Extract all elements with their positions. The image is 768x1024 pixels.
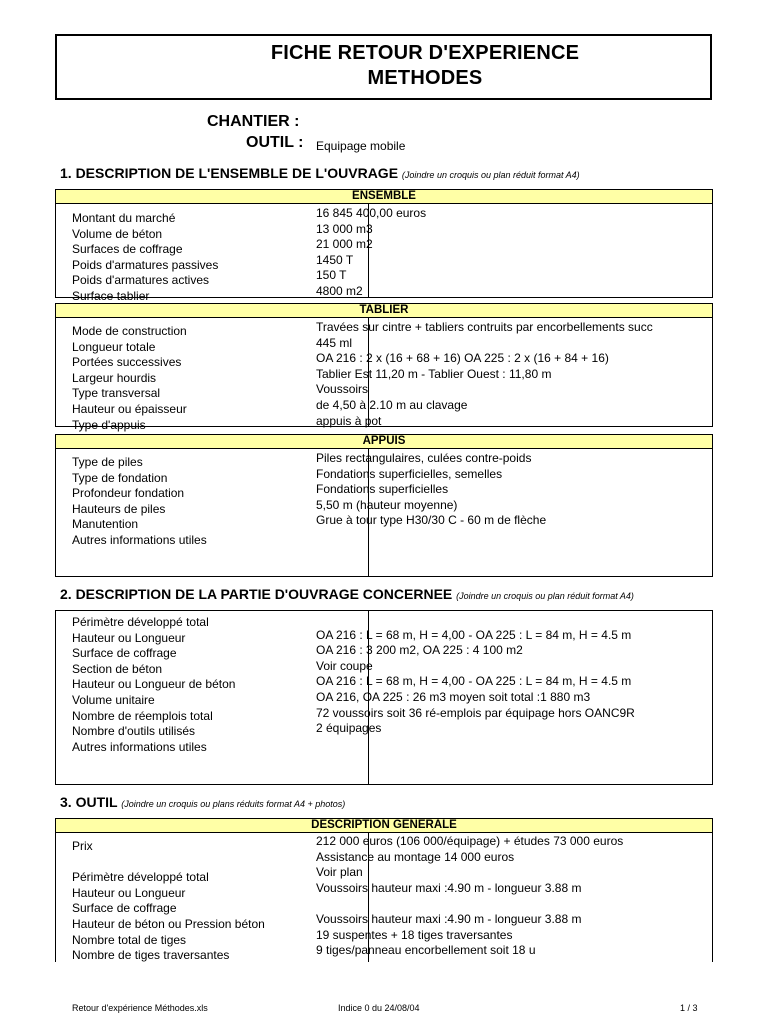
description-row-label: Nombre de tiges traversantes [72, 948, 230, 963]
section2-row-value: OA 216 : L = 68 m, H = 4,00 - OA 225 : L = 84 m, H = 4.5 m [316, 674, 632, 689]
section2-row-label: Section de béton [72, 661, 163, 676]
tablier-row-value: appuis à pot [316, 413, 382, 428]
appuis-row-value: 5,50 m (hauteur moyenne) [316, 497, 458, 512]
footer-file: Retour d'expérience Méthodes.xls [72, 1003, 208, 1013]
section1-note: (Joindre un croquis ou plan réduit format A4) [401, 170, 580, 180]
tablier-band: TABLIER [55, 303, 713, 318]
appuis-table [55, 448, 713, 577]
description-row-label: Hauteur ou Longueur [72, 885, 186, 900]
ensemble-row-value: 1450 T [316, 252, 354, 267]
section2-row-value: OA 216, OA 225 : 26 m3 moyen soit total :1 880 m3 [316, 690, 591, 704]
section2-row-value: Voir coupe [316, 658, 373, 673]
description-row-value: Assistance au montage 14 000 euros [316, 849, 515, 864]
tablier-row-label: Largeur hourdis [72, 370, 157, 385]
tablier-row-label: Mode de construction [72, 324, 187, 338]
section2-row-label: Périmètre développé total [72, 615, 209, 629]
ensemble-row-value: 150 T [316, 268, 347, 282]
description-row-label: Nombre total de tiges [72, 932, 187, 947]
appuis-row-label: Autres informations utiles [72, 533, 207, 547]
chantier-label: CHANTIER : [207, 113, 300, 130]
ensemble-row-label: Volume de béton [72, 226, 163, 241]
tablier-row-value: Voussoirs [316, 382, 369, 397]
outil-value: Equipage mobile [316, 139, 406, 153]
section2-row-label: Nombre d'outils utilisés [72, 724, 196, 739]
ensemble-row-value: 13 000 m3 [316, 221, 373, 236]
tablier-row-label: Type d'appuis [72, 417, 146, 432]
section2-row-label: Nombre de réemplois total [72, 708, 213, 723]
ensemble-row-label: Poids d'armatures actives [72, 273, 210, 287]
outil-label: OUTIL : [246, 134, 304, 151]
ensemble-band: ENSEMBLE [55, 189, 713, 204]
section2-heading-text: 2. DESCRIPTION DE LA PARTIE D'OUVRAGE CONCERNEE [60, 586, 453, 602]
tablier-row-value: OA 216 : 2 x (16 + 68 + 16) OA 225 : 2 x (16 + 84 + 16) [316, 351, 609, 366]
description-row-value: 212 000 euros (106 000/équipage) + études 73 000 euros [316, 834, 624, 848]
section1-heading-text: 1. DESCRIPTION DE L'ENSEMBLE DE L'OUVRAGE [60, 165, 399, 181]
footer-index: Indice 0 du 24/08/04 [338, 1003, 420, 1013]
tablier-row-value: Travées sur cintre + tabliers contruits par encorbellements succ [316, 320, 653, 334]
section2-row-label: Volume unitaire [72, 693, 155, 707]
appuis-row-value: Fondations superficielles, semelles [316, 466, 503, 481]
section2-row-label: Hauteur ou Longueur [72, 630, 186, 645]
ensemble-row-value: 4800 m2 [316, 283, 363, 298]
section3-heading-text: 3. OUTIL [60, 794, 118, 810]
tablier-row-value: 445 ml [316, 335, 353, 350]
description-table [55, 832, 713, 962]
ensemble-row-label: Poids d'armatures passives [72, 257, 219, 272]
description-row-value: Voussoirs hauteur maxi :4.90 m - longueur 3.88 m [316, 880, 582, 895]
description-row-value: Voussoirs hauteur maxi :4.90 m - longueur 3.88 m [316, 912, 582, 926]
description-row-label: Surface de coffrage [72, 901, 177, 916]
appuis-row-label: Manutention [72, 517, 139, 532]
appuis-band: APPUIS [55, 434, 713, 449]
description-row-value: 19 suspentes + 18 tiges traversantes [316, 927, 513, 942]
description-row-label: Prix [72, 839, 93, 853]
appuis-row-label: Profondeur fondation [72, 486, 185, 501]
ensemble-row-label: Montant du marché [72, 211, 176, 225]
tablier-row-value: Tablier Est 11,20 m - Tablier Ouest : 11,80 m [316, 366, 552, 381]
section2-note: (Joindre un croquis ou plan réduit format A4) [456, 591, 634, 601]
appuis-row-value: Piles rectangulaires, culées contre-poids [316, 451, 532, 465]
footer-page: 1 / 3 [680, 1003, 698, 1013]
ensemble-row-value: 16 845 400,00 euros [316, 206, 427, 220]
section3-heading [60, 794, 345, 810]
tablier-table [55, 317, 713, 432]
description-row-value: 9 tiges/panneau encorbellement soit 18 u [316, 943, 536, 958]
section2-row-label: Autres informations utiles [72, 739, 207, 754]
description-row-label: Périmètre développé total [72, 870, 209, 885]
title-line-1: FICHE RETOUR D'EXPERIENCE [270, 42, 580, 64]
appuis-row-label: Hauteurs de piles [72, 501, 166, 516]
tablier-row-label: Portées successives [72, 355, 182, 370]
description-row-value: Voir plan [316, 865, 363, 880]
section2-row-value: 72 voussoirs soit 36 ré-emplois par équipage hors OANC9R [316, 705, 635, 720]
section2-heading [60, 586, 634, 602]
appuis-row-value: Fondations superficielles [316, 482, 449, 497]
section1-heading [60, 165, 580, 181]
appuis-row-label: Type de fondation [72, 470, 168, 485]
appuis-row-value: Grue à tour type H30/30 C - 60 m de flèche [316, 513, 547, 528]
ensemble-row-value: 21 000 m2 [316, 237, 373, 251]
description-row-label: Hauteur de béton ou Pression béton [72, 917, 265, 931]
section2-row-value: OA 216 : 3 200 m2, OA 225 : 4 100 m2 [316, 643, 523, 658]
tablier-row-label: Longueur totale [72, 339, 156, 354]
appuis-row-label: Type de piles [72, 455, 143, 469]
description-band: DESCRIPTION GENERALE [55, 818, 713, 833]
ensemble-row-label: Surfaces de coffrage [72, 242, 183, 256]
ensemble-row-label: Surface tablier [72, 288, 150, 303]
ensemble-table [55, 203, 713, 303]
section3-note: (Joindre un croquis ou plans réduits format A4 + photos) [121, 799, 346, 809]
tablier-row-label: Type transversal [72, 386, 161, 401]
tablier-row-value: de 4,50 à 2.10 m au clavage [316, 398, 468, 412]
section2-row-label: Hauteur ou Longueur de béton [72, 677, 236, 692]
tablier-row-label: Hauteur ou épaisseur [72, 402, 187, 416]
section2-row-value: 2 équipages [316, 721, 382, 736]
section2-row-value: OA 216 : L = 68 m, H = 4,00 - OA 225 : L = 84 m, H = 4.5 m [316, 627, 632, 642]
section2-table [55, 610, 713, 785]
title-line-2: METHODES [367, 67, 483, 89]
section2-row-label: Surface de coffrage [72, 646, 177, 661]
